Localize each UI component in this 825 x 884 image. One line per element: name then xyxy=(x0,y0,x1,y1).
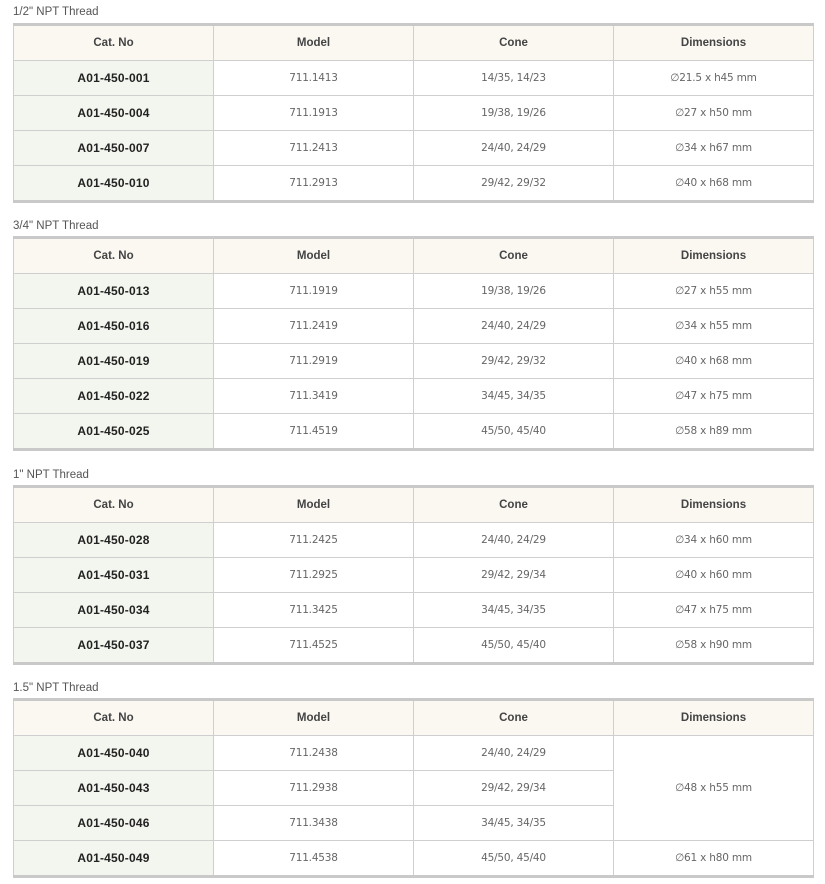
cone-cell: 14/35, 14/23 xyxy=(414,61,614,96)
model-cell: 711.2938 xyxy=(214,771,414,806)
cat-no-cell: A01-450-016 xyxy=(14,309,214,344)
model-cell: 711.2413 xyxy=(214,131,414,166)
cone-cell: 29/42, 29/34 xyxy=(414,771,614,806)
model-cell: 711.2425 xyxy=(214,523,414,558)
dimensions-cell: ∅34 x h60 mm xyxy=(614,523,814,558)
header-cat-no: Cat. No xyxy=(14,238,214,274)
table-row xyxy=(14,166,814,202)
model-cell: 711.2419 xyxy=(214,309,414,344)
header-row xyxy=(14,238,814,274)
model-cell: 711.1919 xyxy=(214,274,414,309)
cone-cell: 29/42, 29/32 xyxy=(414,166,614,202)
cat-no-cell: A01-450-040 xyxy=(14,736,214,771)
dimensions-cell: ∅61 x h80 mm xyxy=(614,841,814,877)
model-cell: 711.4538 xyxy=(214,841,414,877)
header-dimensions: Dimensions xyxy=(614,25,814,61)
model-cell: 711.3425 xyxy=(214,593,414,628)
table-row xyxy=(14,593,814,628)
table-row xyxy=(14,344,814,379)
dimensions-cell: ∅34 x h67 mm xyxy=(614,131,814,166)
section-title: 3/4" NPT Thread xyxy=(13,220,99,232)
model-cell: 711.2438 xyxy=(214,736,414,771)
cone-cell: 34/45, 34/35 xyxy=(414,593,614,628)
dimensions-cell: ∅40 x h68 mm xyxy=(614,166,814,202)
cat-no-cell: A01-450-004 xyxy=(14,96,214,131)
dimensions-cell: ∅34 x h55 mm xyxy=(614,309,814,344)
cat-no-cell: A01-450-046 xyxy=(14,806,214,841)
spec-table xyxy=(13,698,814,878)
table-row xyxy=(14,96,814,131)
header-dimensions: Dimensions xyxy=(614,700,814,736)
dimensions-cell: ∅40 x h68 mm xyxy=(614,344,814,379)
cone-cell: 24/40, 24/29 xyxy=(414,131,614,166)
header-dimensions: Dimensions xyxy=(614,238,814,274)
cat-no-cell: A01-450-019 xyxy=(14,344,214,379)
dimensions-cell: ∅58 x h90 mm xyxy=(614,628,814,664)
cat-no-cell: A01-450-022 xyxy=(14,379,214,414)
table-row xyxy=(14,131,814,166)
header-model: Model xyxy=(214,700,414,736)
model-cell: 711.1913 xyxy=(214,96,414,131)
cone-cell: 24/40, 24/29 xyxy=(414,523,614,558)
cat-no-cell: A01-450-031 xyxy=(14,558,214,593)
cone-cell: 24/40, 24/29 xyxy=(414,309,614,344)
dimensions-cell: ∅27 x h55 mm xyxy=(614,274,814,309)
cone-cell: 29/42, 29/34 xyxy=(414,558,614,593)
model-cell: 711.3438 xyxy=(214,806,414,841)
cone-cell: 24/40, 24/29 xyxy=(414,736,614,771)
table-row xyxy=(14,558,814,593)
model-cell: 711.3419 xyxy=(214,379,414,414)
cone-cell: 29/42, 29/32 xyxy=(414,344,614,379)
header-cone: Cone xyxy=(414,25,614,61)
header-row xyxy=(14,700,814,736)
dimensions-cell: ∅21.5 x h45 mm xyxy=(614,61,814,96)
table-row xyxy=(14,414,814,450)
header-model: Model xyxy=(214,487,414,523)
cone-cell: 34/45, 34/35 xyxy=(414,806,614,841)
cat-no-cell: A01-450-049 xyxy=(14,841,214,877)
table-row xyxy=(14,309,814,344)
table-row xyxy=(14,628,814,664)
model-cell: 711.4525 xyxy=(214,628,414,664)
dimensions-cell: ∅47 x h75 mm xyxy=(614,593,814,628)
model-cell: 711.2925 xyxy=(214,558,414,593)
model-cell: 711.2919 xyxy=(214,344,414,379)
cat-no-cell: A01-450-043 xyxy=(14,771,214,806)
cone-cell: 45/50, 45/40 xyxy=(414,414,614,450)
cone-cell: 19/38, 19/26 xyxy=(414,96,614,131)
header-row xyxy=(14,25,814,61)
dimensions-cell: ∅40 x h60 mm xyxy=(614,558,814,593)
cat-no-cell: A01-450-025 xyxy=(14,414,214,450)
section-title: 1/2" NPT Thread xyxy=(13,6,99,18)
cat-no-cell: A01-450-013 xyxy=(14,274,214,309)
header-cat-no: Cat. No xyxy=(14,700,214,736)
header-row xyxy=(14,487,814,523)
cat-no-cell: A01-450-010 xyxy=(14,166,214,202)
dimensions-cell: ∅47 x h75 mm xyxy=(614,379,814,414)
header-cat-no: Cat. No xyxy=(14,487,214,523)
header-dimensions: Dimensions xyxy=(614,487,814,523)
cat-no-cell: A01-450-037 xyxy=(14,628,214,664)
table-row xyxy=(14,274,814,309)
dimensions-cell-merged: ∅48 x h55 mm xyxy=(614,736,814,841)
model-cell: 711.2913 xyxy=(214,166,414,202)
cone-cell: 34/45, 34/35 xyxy=(414,379,614,414)
table-row xyxy=(14,379,814,414)
cat-no-cell: A01-450-001 xyxy=(14,61,214,96)
table-row xyxy=(14,523,814,558)
model-cell: 711.4519 xyxy=(214,414,414,450)
dimensions-cell: ∅58 x h89 mm xyxy=(614,414,814,450)
header-model: Model xyxy=(214,25,414,61)
spec-table xyxy=(13,23,814,203)
header-cat-no: Cat. No xyxy=(14,25,214,61)
table-row xyxy=(14,736,814,771)
cone-cell: 45/50, 45/40 xyxy=(414,841,614,877)
header-cone: Cone xyxy=(414,487,614,523)
spec-table xyxy=(13,236,814,451)
model-cell: 711.1413 xyxy=(214,61,414,96)
dimensions-cell: ∅27 x h50 mm xyxy=(614,96,814,131)
header-cone: Cone xyxy=(414,238,614,274)
header-cone: Cone xyxy=(414,700,614,736)
spec-table xyxy=(13,485,814,665)
cat-no-cell: A01-450-028 xyxy=(14,523,214,558)
header-model: Model xyxy=(214,238,414,274)
table-row xyxy=(14,841,814,877)
cat-no-cell: A01-450-034 xyxy=(14,593,214,628)
cone-cell: 45/50, 45/40 xyxy=(414,628,614,664)
section-title: 1" NPT Thread xyxy=(13,469,89,481)
cat-no-cell: A01-450-007 xyxy=(14,131,214,166)
cone-cell: 19/38, 19/26 xyxy=(414,274,614,309)
section-title: 1.5" NPT Thread xyxy=(13,682,99,694)
table-row xyxy=(14,61,814,96)
